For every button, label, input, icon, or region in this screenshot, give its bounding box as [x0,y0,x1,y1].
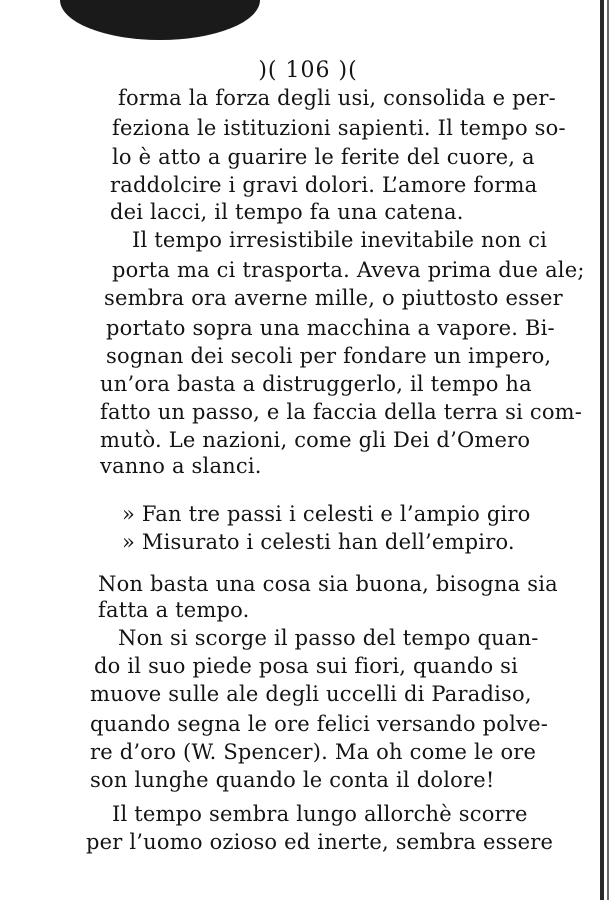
verse-line: » Fan tre passi i celesti e l’ampio giro [122,502,531,526]
text-line: re d’oro (W. Spencer). Ma oh come le ore [90,740,537,764]
text-line: dei lacci, il tempo fa una catena. [110,200,464,224]
text-line: feziona le istituzioni sapienti. Il tempo so- [112,116,566,140]
text-line: sognan dei secoli per fondare un impero, [106,344,552,368]
text-line: raddolcire i gravi dolori. L’amore forma [110,173,538,197]
text-line: forma la forza degli usi, consolida e per- [118,86,556,110]
text-line: fatta a tempo. [98,598,250,622]
page-number: )( 106 )( [258,58,358,83]
text-line: mutò. Le nazioni, come gli Dei d’Omero [100,428,531,452]
text-line: muove sulle ale degli uccelli di Paradiso, [90,682,532,706]
text-line: son lunghe quando le conta il dolore! [90,768,495,792]
text-line: un’ora basta a distruggerlo, il tempo ha [100,372,532,396]
text-line: vanno a slanci. [100,454,262,478]
text-line: lo è atto a guarire le ferite del cuore, a [112,145,535,169]
text-line: Non si scorge il passo del tempo quan- [118,626,539,650]
text-line: Il tempo irresistibile inevitabile non ci [132,228,548,252]
text-line: per l’uomo ozioso ed inerte, sembra essere [86,830,554,854]
text-line: quando segna le ore felici versando polve- [90,712,549,736]
ink-blot [60,0,260,40]
text-line: porta ma ci trasporta. Aveva prima due ale; [112,258,585,282]
text-line: Non basta una cosa sia buona, bisogna sia [98,572,558,596]
text-line: do il suo piede posa sui fiori, quando si [94,654,519,678]
text-line: sembra ora averne mille, o piuttosto esser [104,286,563,310]
text-line: portato sopra una macchina a vapore. Bi- [106,316,555,340]
text-line: fatto un passo, e la faccia della terra si com- [100,400,583,424]
verse-line: » Misurato i celesti han dell’empiro. [122,530,515,554]
text-line: Il tempo sembra lungo allorchè scorre [112,802,528,826]
